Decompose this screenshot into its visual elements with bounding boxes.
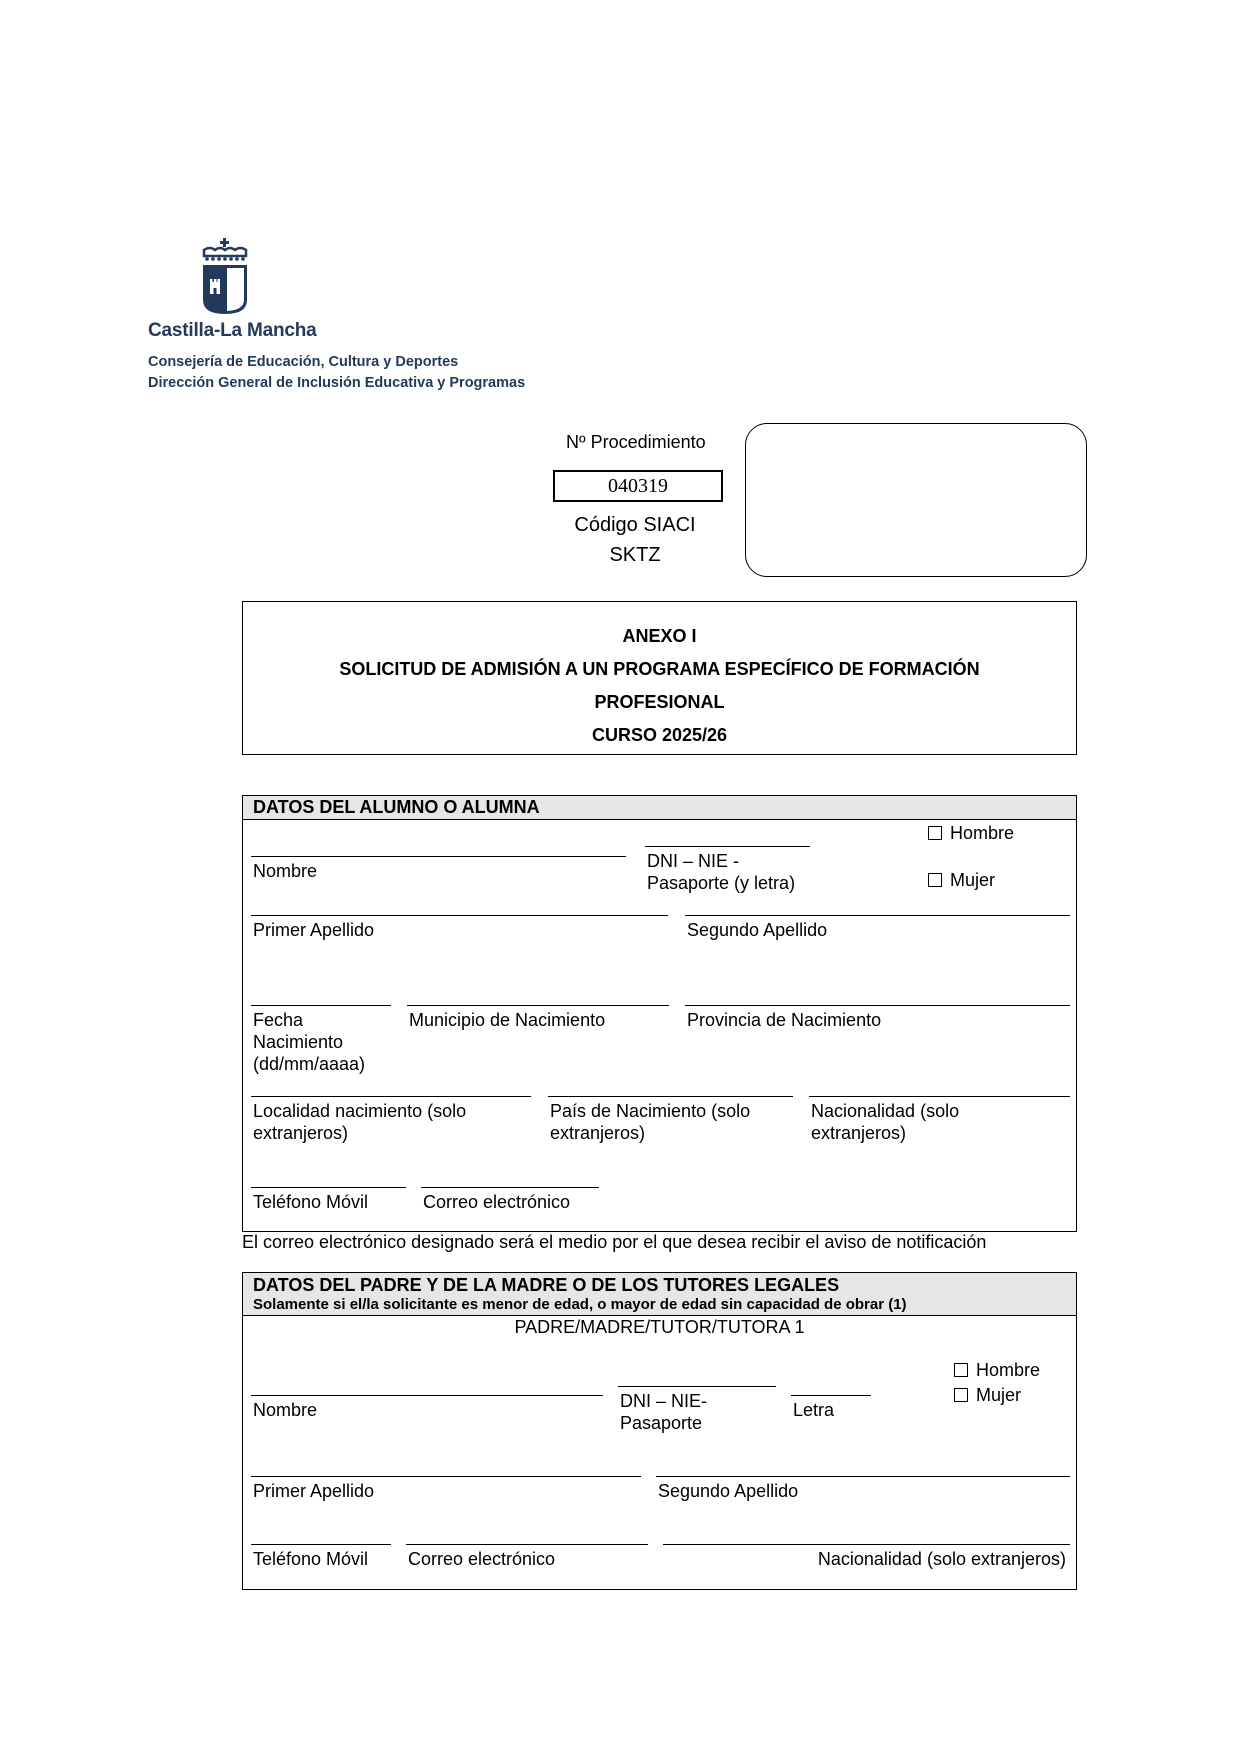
nacionalidad-label-1: Nacionalidad (solo [811, 1101, 960, 1121]
mujer-checkbox[interactable] [928, 873, 942, 887]
correo-field[interactable] [421, 1187, 599, 1188]
hombre-label: Hombre [950, 823, 1015, 843]
fecha-label-1: Fecha [253, 1010, 304, 1030]
parents-section-header [243, 1273, 1076, 1316]
mujer-label: Mujer [950, 870, 996, 890]
nombre-label: Nombre [253, 861, 318, 881]
department-line-2: Dirección General de Inclusión Educativa y Programas [148, 375, 526, 391]
primer-apellido-label: Primer Apellido [253, 920, 375, 940]
municipio-field[interactable] [407, 1005, 669, 1006]
tutor-nombre-field[interactable] [251, 1395, 603, 1396]
tutor-nacionalidad-label: Nacionalidad (solo extranjeros) [817, 1549, 1066, 1569]
registry-stamp-box [745, 423, 1087, 577]
telefono-label: Teléfono Móvil [253, 1192, 369, 1212]
dni-field[interactable] [645, 846, 810, 847]
localidad-field[interactable] [251, 1096, 531, 1097]
tutor-sex-female-option[interactable] [954, 1384, 1021, 1406]
tutor-hombre-checkbox[interactable] [954, 1363, 968, 1377]
tutor-nombre-label: Nombre [253, 1400, 318, 1420]
fecha-nacimiento-field[interactable] [251, 1005, 391, 1006]
dni-label-1: DNI – NIE - [647, 851, 740, 871]
student-section-header [243, 796, 1076, 820]
siaci-label: Código SIACI [574, 514, 696, 536]
pais-label-1: País de Nacimiento (solo [550, 1101, 751, 1121]
primer-apellido-field[interactable] [251, 915, 668, 916]
nacionalidad-label-2: extranjeros) [811, 1123, 907, 1143]
brand-name: Castilla-La Mancha [148, 320, 317, 341]
course-year: CURSO 2025/26 [591, 725, 728, 745]
sex-female-option[interactable] [928, 869, 995, 891]
tutor-dni-field[interactable] [618, 1386, 776, 1387]
document-title-box [242, 601, 1077, 755]
dni-label-2: Pasaporte (y letra) [647, 873, 796, 893]
tutor-telefono-label: Teléfono Móvil [253, 1549, 369, 1569]
telefono-field[interactable] [251, 1187, 406, 1188]
correo-label: Correo electrónico [423, 1192, 571, 1212]
hombre-checkbox[interactable] [928, 826, 942, 840]
fecha-label-2: Nacimiento [253, 1032, 344, 1052]
fecha-label-3: (dd/mm/aaaa) [253, 1054, 366, 1074]
tutor-primer-apellido-label: Primer Apellido [253, 1481, 375, 1501]
segundo-apellido-label: Segundo Apellido [687, 920, 828, 940]
tutor-hombre-label: Hombre [976, 1360, 1041, 1380]
request-title: SOLICITUD DE ADMISIÓN A UN PROGRAMA ESPECÍFICO DE FORMACIÓN [339, 659, 980, 679]
siaci-code: SKTZ [609, 544, 661, 566]
tutor-1-label: PADRE/MADRE/TUTOR/TUTORA 1 [514, 1317, 805, 1337]
localidad-label-2: extranjeros) [253, 1123, 349, 1143]
sex-male-option[interactable] [928, 822, 1014, 844]
castilla-la-mancha-logo [200, 238, 250, 316]
pais-field[interactable] [548, 1096, 793, 1097]
parents-section-subtitle: Solamente si el/la solicitante es menor de edad, o mayor de edad sin capacidad de obrar (1) [253, 1296, 907, 1313]
localidad-label-1: Localidad nacimiento (solo [253, 1101, 467, 1121]
tutor-mujer-label: Mujer [976, 1385, 1022, 1405]
nombre-field[interactable] [251, 856, 626, 857]
parents-section-title: DATOS DEL PADRE Y DE LA MADRE O DE LOS TUTORES LEGALES [253, 1275, 840, 1295]
department-line-1: Consejería de Educación, Cultura y Deportes [148, 354, 459, 370]
tutor-letra-field[interactable] [791, 1395, 871, 1396]
tutor-dni-label-2: Pasaporte [620, 1413, 703, 1433]
segundo-apellido-field[interactable] [685, 915, 1070, 916]
request-title-cont: PROFESIONAL [594, 692, 725, 712]
tutor-letra-label: Letra [793, 1400, 835, 1420]
tutor-telefono-field[interactable] [251, 1544, 391, 1545]
student-data-section [242, 795, 1077, 1232]
provincia-label: Provincia de Nacimiento [687, 1010, 882, 1030]
tutor-primer-apellido-field[interactable] [251, 1476, 641, 1477]
annex-title: ANEXO I [622, 626, 697, 646]
tutor-sex-male-option[interactable] [954, 1359, 1040, 1381]
pais-label-2: extranjeros) [550, 1123, 646, 1143]
tutor-mujer-checkbox[interactable] [954, 1388, 968, 1402]
tutor-segundo-apellido-label: Segundo Apellido [658, 1481, 799, 1501]
nacionalidad-field[interactable] [809, 1096, 1070, 1097]
parents-data-section [242, 1272, 1077, 1590]
email-notification-note: El correo electrónico designado será el medio por el que desea recibir el aviso de notificación [242, 1232, 987, 1252]
student-section-title: DATOS DEL ALUMNO O ALUMNA [253, 797, 540, 817]
tutor-correo-label: Correo electrónico [408, 1549, 556, 1569]
procedure-label: Nº Procedimiento [566, 432, 706, 452]
tutor-nacionalidad-field[interactable] [663, 1544, 1070, 1545]
municipio-label: Municipio de Nacimiento [409, 1010, 606, 1030]
tutor-segundo-apellido-field[interactable] [656, 1476, 1070, 1477]
tutor-correo-field[interactable] [406, 1544, 648, 1545]
provincia-field[interactable] [685, 1005, 1070, 1006]
tutor-dni-label-1: DNI – NIE- [620, 1391, 708, 1411]
procedure-number: 040319 [553, 470, 723, 502]
